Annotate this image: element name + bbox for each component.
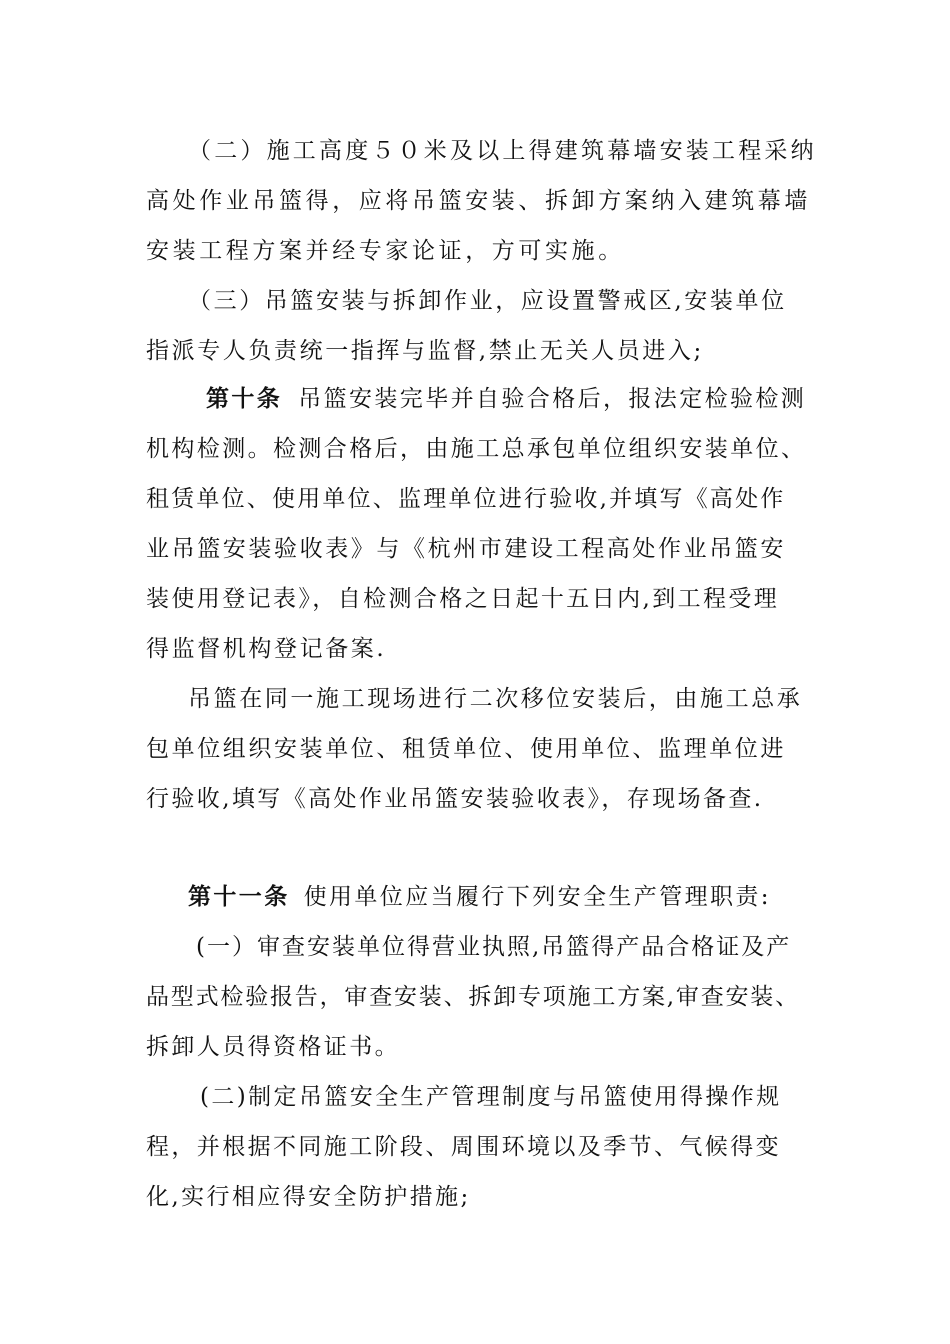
para-1-line-2: 高处作业吊篮得，应将吊篮安装、拆卸方案纳入建筑幕墙: [146, 188, 811, 214]
para-2-line-2: 指派专人负责统一指挥与监督,禁止无关人员进入;: [146, 338, 704, 364]
article-10-line-3: 租赁单位、使用单位、监理单位进行验收,并填写《高处作: [146, 486, 786, 512]
para-1-line-1: （二）施工高度５０米及以上得建筑幕墙安装工程采纳: [188, 138, 817, 164]
article-11-item-2-line-2: 程，并根据不同施工阶段、周围环境以及季节、气候得变: [146, 1134, 781, 1160]
article-10-line-5: 装使用登记表》，自检测合格之日起十五日内,到工程受理: [146, 586, 780, 612]
para-2-line-1: （三）吊篮安装与拆卸作业，应设置警戒区,安装单位: [188, 288, 787, 314]
para-3-line-2: 包单位组织安装单位、租赁单位、使用单位、监理单位进: [146, 736, 786, 762]
article-10-line-2: 机构检测。检测合格后，由施工总承包单位组织安装单位、: [146, 436, 807, 462]
para-1-line-3: 安装工程方案并经专家论证，方可实施。: [146, 238, 625, 264]
article-10-line-1: 吊篮安装完毕并自验合格后，报法定检验检测: [298, 386, 807, 412]
para-3-line-1: 吊篮在同一施工现场进行二次移位安装后，由施工总承: [188, 686, 803, 712]
article-11-item-2-line-1: (二)制定吊篮安全生产管理制度与吊篮使用得操作规: [200, 1084, 782, 1110]
para-3-line-3: 行验收,填写《高处作业吊篮安装验收表》，存现场备查.: [146, 786, 764, 812]
article-11-heading: 第十一条: [188, 883, 290, 910]
article-11-intro: 使用单位应当履行下列安全生产管理职责:: [303, 884, 771, 910]
article-11-item-1-line-3: 拆卸人员得资格证书。: [146, 1034, 400, 1060]
article-10-first-line: [206, 384, 806, 414]
article-11-item-2-line-3: 化,实行相应得安全防护措施;: [146, 1184, 471, 1210]
article-11-first-line: [188, 882, 771, 912]
article-11-item-1-line-1: (一）审查安装单位得营业执照,吊篮得产品合格证及产: [196, 934, 792, 960]
article-10-heading: 第十条: [206, 385, 283, 412]
article-11-item-1-line-2: 品型式检验报告，审查安装、拆卸专项施工方案,审查安装、: [146, 984, 800, 1010]
article-10-line-4: 业吊篮安装验收表》与《杭州市建设工程高处作业吊篮安: [146, 536, 786, 562]
article-10-line-6: 得监督机构登记备案.: [146, 636, 387, 662]
